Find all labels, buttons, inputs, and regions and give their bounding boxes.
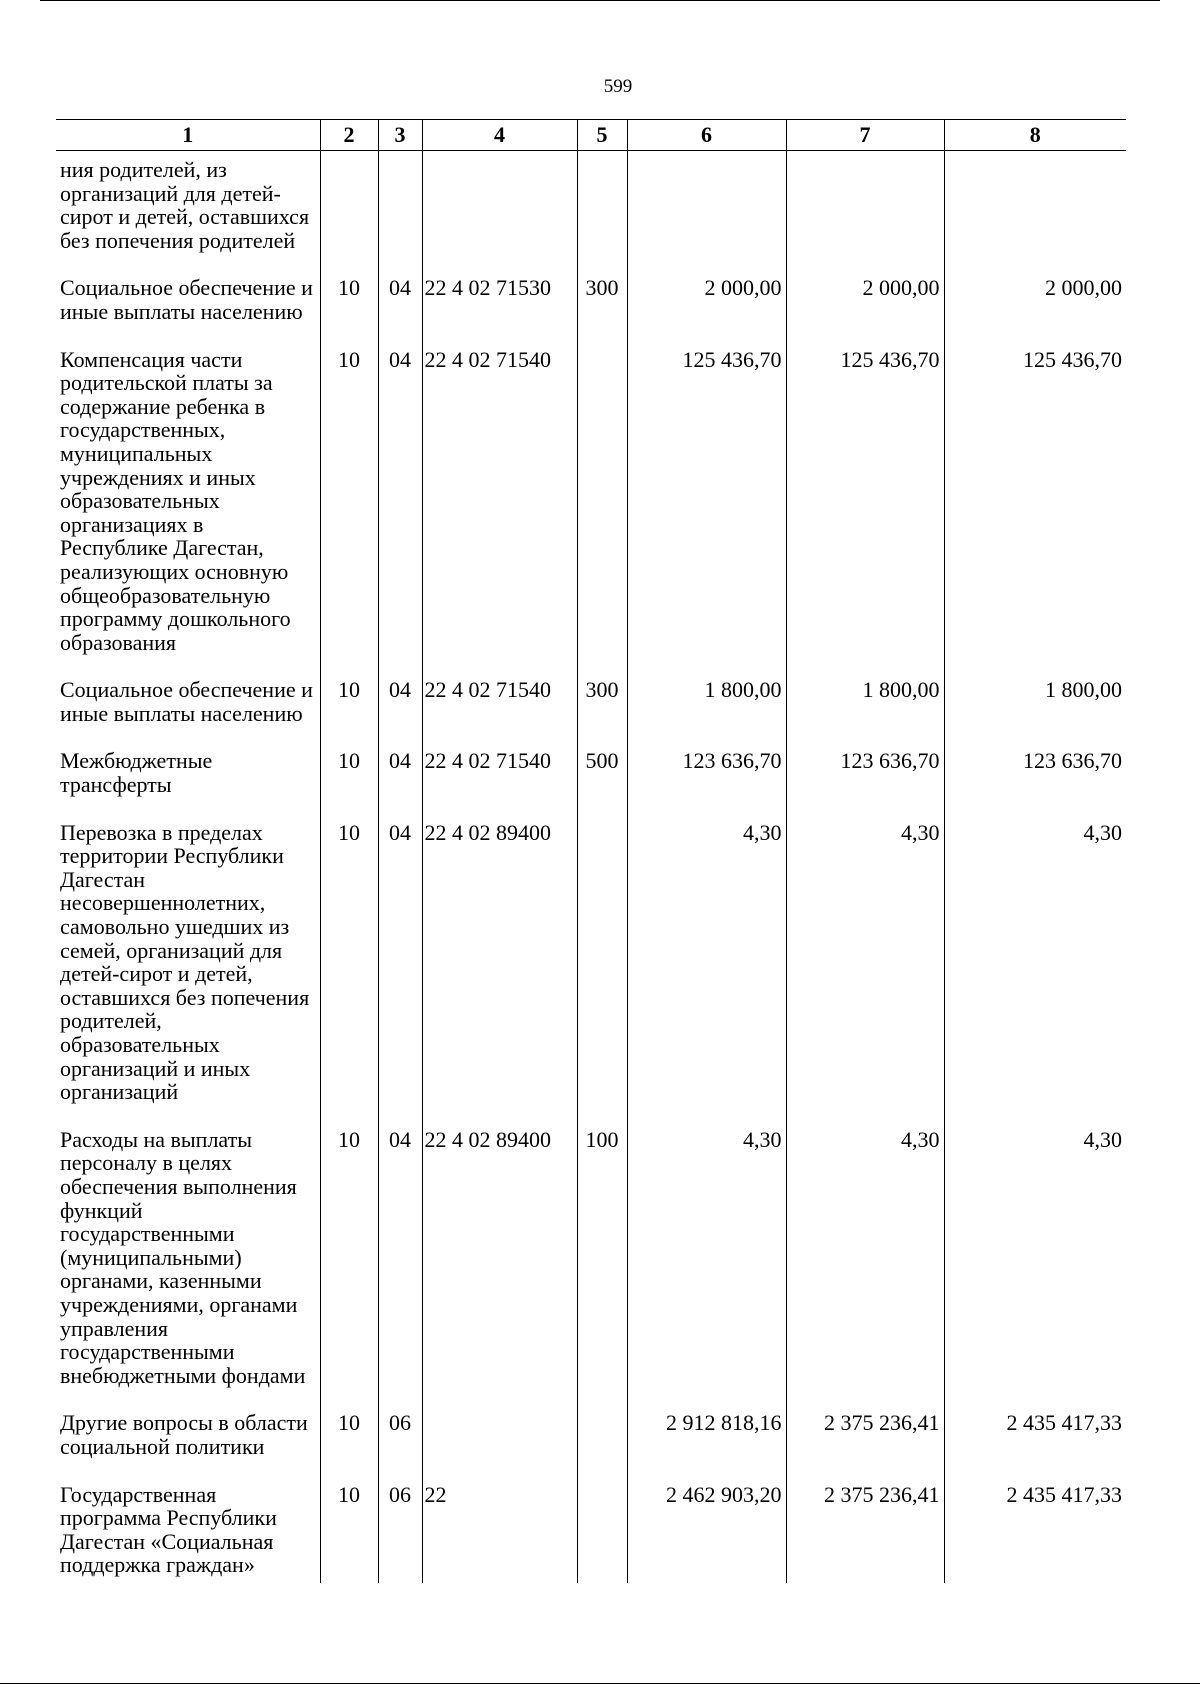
col-header-3: 3 bbox=[378, 120, 422, 151]
row-podrazdel: 06 bbox=[378, 1411, 422, 1482]
row-value-8: 125 436,70 bbox=[944, 348, 1126, 679]
row-name: Государственная программа Республики Дагестан «Социальная поддержка граждан» bbox=[60, 1481, 277, 1578]
row-value-8: 123 636,70 bbox=[944, 749, 1126, 820]
row-vr bbox=[577, 1483, 627, 1583]
row-value-7 bbox=[786, 151, 944, 277]
row-podrazdel: 04 bbox=[378, 678, 422, 749]
row-value-7: 2 000,00 bbox=[786, 276, 944, 347]
row-vr: 300 bbox=[577, 276, 627, 347]
row-value-6: 1 800,00 bbox=[627, 678, 786, 749]
header-row bbox=[56, 120, 1126, 151]
row-value-8: 4,30 bbox=[944, 821, 1126, 1128]
row-razdel bbox=[320, 151, 378, 277]
row-razdel: 10 bbox=[320, 1128, 378, 1412]
row-vr bbox=[577, 821, 627, 1128]
row-value-6: 2 462 903,20 bbox=[627, 1483, 786, 1583]
table-row bbox=[56, 821, 1126, 1128]
row-podrazdel: 04 bbox=[378, 348, 422, 679]
row-value-6: 2 000,00 bbox=[627, 276, 786, 347]
row-name: Социальное обеспечение и иные выплаты населению bbox=[60, 677, 313, 726]
row-csr bbox=[422, 151, 577, 277]
row-vr: 300 bbox=[577, 678, 627, 749]
table-row bbox=[56, 1483, 1126, 1583]
row-vr bbox=[577, 151, 627, 277]
table-body bbox=[56, 151, 1126, 1583]
row-value-8: 2 435 417,33 bbox=[944, 1411, 1126, 1482]
row-name: Другие вопросы в области социальной политики bbox=[60, 1410, 308, 1459]
row-value-7: 125 436,70 bbox=[786, 348, 944, 679]
table-row bbox=[56, 1128, 1126, 1412]
row-vr bbox=[577, 1411, 627, 1482]
row-podrazdel bbox=[378, 151, 422, 277]
col-header-4: 4 bbox=[422, 120, 577, 151]
row-vr: 500 bbox=[577, 749, 627, 820]
row-csr: 22 4 02 71530 bbox=[422, 276, 577, 347]
table-row bbox=[56, 1411, 1126, 1482]
row-name: Расходы на выплаты персоналу в целях обеспечения выполнения функций государственными (муниципальными) органами, казенными учреждениями, органами управления государственными внебюджетными фондами bbox=[60, 1126, 306, 1388]
row-value-7: 4,30 bbox=[786, 1128, 944, 1412]
row-value-7: 2 375 236,41 bbox=[786, 1483, 944, 1583]
row-podrazdel: 04 bbox=[378, 749, 422, 820]
row-value-6: 2 912 818,16 bbox=[627, 1411, 786, 1482]
row-value-8: 1 800,00 bbox=[944, 678, 1126, 749]
row-value-7: 4,30 bbox=[786, 821, 944, 1128]
row-podrazdel: 04 bbox=[378, 821, 422, 1128]
col-header-1: 1 bbox=[56, 120, 320, 151]
row-csr: 22 4 02 71540 bbox=[422, 749, 577, 820]
row-vr bbox=[577, 348, 627, 679]
row-value-6: 4,30 bbox=[627, 1128, 786, 1412]
row-value-8: 2 000,00 bbox=[944, 276, 1126, 347]
row-value-7: 1 800,00 bbox=[786, 678, 944, 749]
row-vr: 100 bbox=[577, 1128, 627, 1412]
col-header-5: 5 bbox=[577, 120, 627, 151]
table-row bbox=[56, 276, 1126, 347]
row-razdel: 10 bbox=[320, 276, 378, 347]
budget-table bbox=[56, 119, 1126, 1583]
budget-table-container bbox=[56, 119, 1126, 1583]
row-value-8: 4,30 bbox=[944, 1128, 1126, 1412]
top-edge-rule bbox=[40, 0, 1160, 1]
row-csr: 22 4 02 71540 bbox=[422, 348, 577, 679]
bottom-edge-rule bbox=[0, 1683, 1200, 1684]
row-razdel: 10 bbox=[320, 749, 378, 820]
row-value-6: 125 436,70 bbox=[627, 348, 786, 679]
row-csr: 22 4 02 89400 bbox=[422, 821, 577, 1128]
col-header-2: 2 bbox=[320, 120, 378, 151]
table-row bbox=[56, 749, 1126, 820]
col-header-7: 7 bbox=[786, 120, 944, 151]
row-razdel: 10 bbox=[320, 1411, 378, 1482]
row-value-6 bbox=[627, 151, 786, 277]
row-name: Социальное обеспечение и иные выплаты населению bbox=[60, 275, 313, 324]
table-header bbox=[56, 120, 1126, 151]
row-csr bbox=[422, 1411, 577, 1482]
row-podrazdel: 06 bbox=[378, 1483, 422, 1583]
col-header-6: 6 bbox=[627, 120, 786, 151]
row-value-6: 4,30 bbox=[627, 821, 786, 1128]
row-value-7: 123 636,70 bbox=[786, 749, 944, 820]
row-value-6: 123 636,70 bbox=[627, 749, 786, 820]
row-podrazdel: 04 bbox=[378, 1128, 422, 1412]
table-row bbox=[56, 151, 1126, 277]
row-razdel: 10 bbox=[320, 348, 378, 679]
page-number: 599 bbox=[603, 76, 633, 97]
row-value-7: 2 375 236,41 bbox=[786, 1411, 944, 1482]
row-csr: 22 4 02 71540 bbox=[422, 678, 577, 749]
row-csr: 22 4 02 89400 bbox=[422, 1128, 577, 1412]
row-razdel: 10 bbox=[320, 821, 378, 1128]
table-row bbox=[56, 678, 1126, 749]
row-razdel: 10 bbox=[320, 678, 378, 749]
row-value-8 bbox=[944, 151, 1126, 277]
col-header-8: 8 bbox=[944, 120, 1126, 151]
row-value-8: 2 435 417,33 bbox=[944, 1483, 1126, 1583]
table-row bbox=[56, 348, 1126, 679]
row-podrazdel: 04 bbox=[378, 276, 422, 347]
row-name: Компенсация части родительской платы за содержание ребенка в государственных, муниципальных учреждениях и иных образовательных организациях в Республике Дагестан, реализующих основную общеобразовательную программу дошкольного образования bbox=[60, 346, 291, 655]
row-csr: 22 bbox=[422, 1483, 577, 1583]
row-name: Межбюджетные трансферты bbox=[60, 748, 213, 798]
row-name: ния родителей, из организаций для детей-сирот и детей, оставшихся без попечения родителей bbox=[60, 157, 310, 253]
row-name: Перевозка в пределах территории Республики Дагестан несовершеннолетних, самовольно ушедших из семей, организаций для детей-сирот и детей, оставшихся без попечения родителей, образовательных организаций и иных организаций bbox=[60, 819, 310, 1105]
row-razdel: 10 bbox=[320, 1483, 378, 1583]
